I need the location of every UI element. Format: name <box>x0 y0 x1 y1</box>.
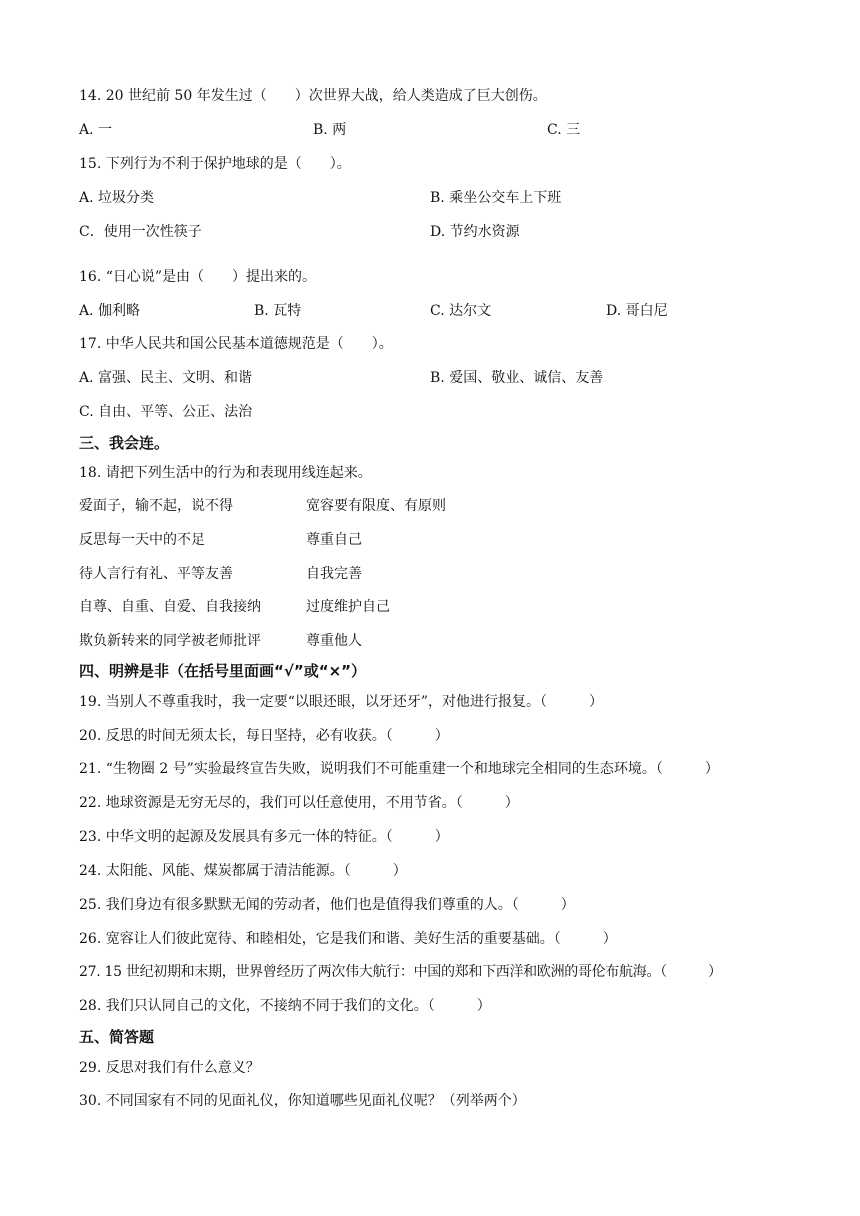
match-right-item: 自我完善 <box>306 566 362 582</box>
match-left-item: 爱面子，输不起，说不得 <box>79 498 233 514</box>
q18-stem: 18. 请把下列生活中的行为和表现用线连起来。 <box>79 465 372 481</box>
match-left-item: 反思每一天中的不足 <box>79 532 205 548</box>
q14-stem: 14. 20 世纪前 50 年发生过（ ）次世界大战，给人类造成了巨大创伤。 <box>79 88 547 104</box>
q14-option-a: A. 一 <box>79 122 113 138</box>
q16-option-a: A. 伽利略 <box>79 303 141 319</box>
match-right-item: 宽容要有限度、有原则 <box>306 498 446 514</box>
q15-stem: 15. 下列行为不利于保护地球的是（ ）。 <box>79 156 351 172</box>
q16-option-c: C. 达尔文 <box>430 303 492 319</box>
q15-option-c: C．使用一次性筷子 <box>79 224 202 240</box>
q15-option-a: A. 垃圾分类 <box>79 190 155 206</box>
section-3-heading: 三、我会连。 <box>79 434 170 452</box>
q14-option-b: B. 两 <box>313 122 347 138</box>
q29-stem: 29. 反思对我们有什么意义？ <box>79 1060 260 1076</box>
match-left-item: 待人言行有礼、平等友善 <box>79 566 233 582</box>
section-4-heading: 四、明辨是非（在括号里面画“√”或“×”） <box>79 662 367 680</box>
match-right-item: 过度维护自己 <box>306 599 390 615</box>
q15-option-d: D. 节约水资源 <box>430 224 520 240</box>
tf-question: 25. 我们身边有很多默默无闻的劳动者，他们也是值得我们尊重的人。（ ） <box>79 897 575 913</box>
q16-option-b: B. 瓦特 <box>254 303 302 319</box>
q17-option-b: B. 爱国、敬业、诚信、友善 <box>430 370 604 386</box>
q17-option-a: A. 富强、民主、文明、和谐 <box>79 370 253 386</box>
tf-question: 20. 反思的时间无须太长，每日坚持，必有收获。（ ） <box>79 728 449 744</box>
tf-question: 26. 宽容让人们彼此宽待、和睦相处，它是我们和谐、美好生活的重要基础。（ ） <box>79 931 617 947</box>
tf-question: 23. 中华文明的起源及发展具有多元一体的特征。（ ） <box>79 829 449 845</box>
match-right-item: 尊重他人 <box>306 633 362 649</box>
q30-stem: 30. 不同国家有不同的见面礼仪，你知道哪些见面礼仪呢？（列举两个） <box>79 1093 526 1109</box>
section-5-heading: 五、简答题 <box>79 1028 155 1046</box>
q14-option-c: C. 三 <box>547 122 581 138</box>
tf-question: 21. “生物圈 2 号”实验最终宣告失败，说明我们不可能重建一个和地球完全相同的生态环境。（ ） <box>79 761 719 777</box>
q15-option-b: B. 乘坐公交车上下班 <box>430 190 562 206</box>
q17-stem: 17. 中华人民共和国公民基本道德规范是（ ）。 <box>79 336 393 352</box>
match-right-item: 尊重自己 <box>306 532 362 548</box>
q17-option-c: C. 自由、平等、公正、法治 <box>79 404 253 420</box>
tf-question: 27. 15 世纪初期和末期，世界曾经历了两次伟大航行：中国的郑和下西洋和欧洲的哥伦布航海。（ ） <box>79 964 722 980</box>
q16-option-d: D. 哥白尼 <box>606 303 668 319</box>
q16-stem: 16. “日心说”是由（ ）提出来的。 <box>79 269 317 285</box>
match-left-item: 自尊、自重、自爱、自我接纳 <box>79 599 261 615</box>
tf-question: 22. 地球资源是无穷无尽的，我们可以任意使用，不用节省。（ ） <box>79 795 519 811</box>
tf-question: 19. 当别人不尊重我时，我一定要“以眼还眼，以牙还牙”，对他进行报复。（ ） <box>79 694 604 710</box>
tf-question: 28. 我们只认同自己的文化，不接纳不同于我们的文化。（ ） <box>79 998 491 1014</box>
tf-question: 24. 太阳能、风能、煤炭都属于清洁能源。（ ） <box>79 863 407 879</box>
match-left-item: 欺负新转来的同学被老师批评 <box>79 633 261 649</box>
